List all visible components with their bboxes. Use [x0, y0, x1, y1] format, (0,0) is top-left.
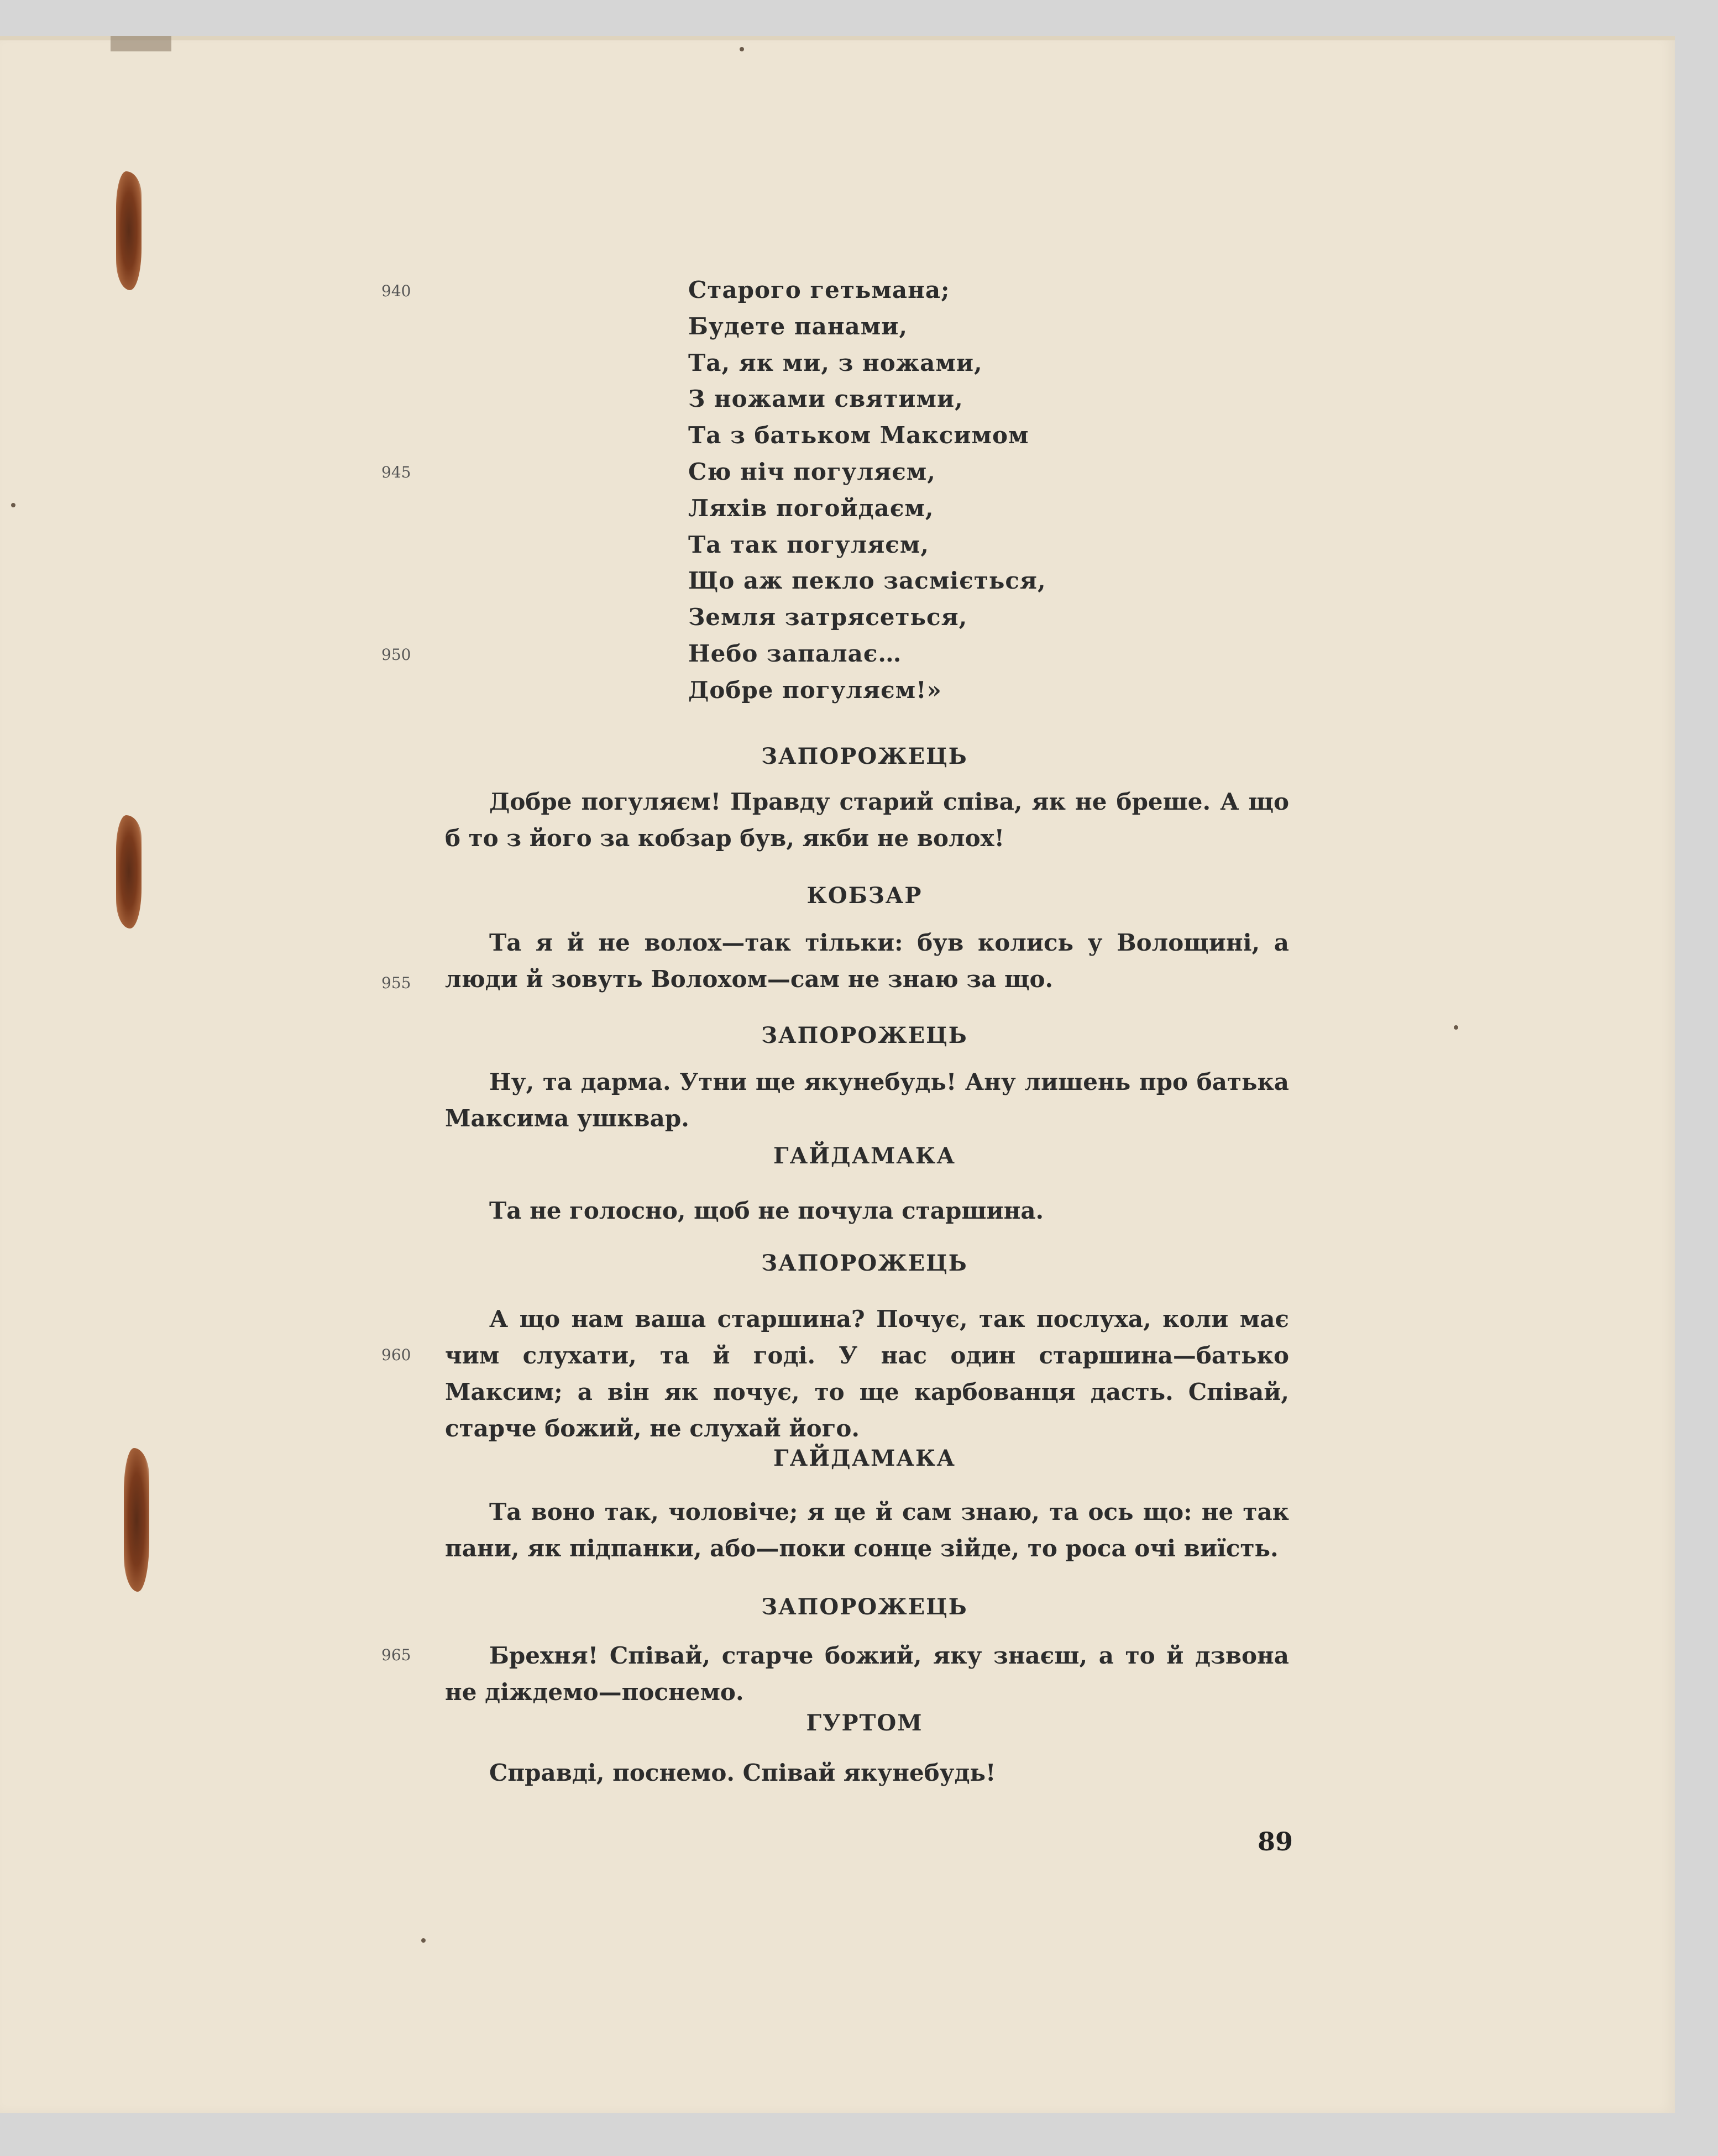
- page-top-edge: [0, 36, 1675, 40]
- dialogue-paragraph: Брехня! Співай, старче божий, яку знаєш, а то й дзвона не діждемо—поснемо.: [445, 1642, 1289, 1706]
- dialogue-paragraph: А що нам ваша старшина? Почує, так послуха, коли має чим слухати, та й годі. У нас один старшина—батько Максим; а він як почує, то ще карбованця дасть. Співай, старче божий, не слухай його.: [445, 1305, 1289, 1442]
- verse-line: Старого гетьмана;: [688, 276, 950, 303]
- binding-tear-mark: [116, 171, 142, 290]
- speaker-heading: КОБЗАР: [806, 883, 923, 909]
- verse-line: З ножами святими,: [688, 385, 963, 413]
- speaker-heading: ГУРТОМ: [806, 1710, 923, 1736]
- verse-line: Що аж пекло засміється,: [688, 567, 1046, 595]
- dialogue-paragraph: Та я й не волох—так тільки: був колись у Волощині, а люди й зовуть Волохом—сам не знаю за що.: [445, 929, 1289, 993]
- verse-line: Добре погуляєм!»: [688, 676, 942, 704]
- verse-line: Небо запалає…: [688, 639, 902, 667]
- page-number: 89: [1258, 1827, 1293, 1856]
- dialogue-paragraph: Справді, поснемо. Співай якунебудь!: [489, 1759, 996, 1786]
- dialogue-paragraph: Та не голосно, щоб не почула старшина.: [489, 1197, 1044, 1224]
- speaker-heading: ГАЙДАМАКА: [773, 1143, 956, 1169]
- line-number: 955: [381, 974, 411, 992]
- page-speck: [740, 47, 744, 51]
- speaker-heading: ЗАПОРОЖЕЦЬ: [761, 1250, 968, 1276]
- verse-line: Сю ніч погуляєм,: [688, 458, 936, 485]
- speaker-heading: ЗАПОРОЖЕЦЬ: [761, 1594, 968, 1620]
- speaker-heading: ГАЙДАМАКА: [773, 1445, 956, 1471]
- line-number: 945: [381, 463, 411, 481]
- speaker-heading: ЗАПОРОЖЕЦЬ: [761, 1022, 968, 1048]
- line-number: 950: [381, 646, 411, 664]
- verse-line: Та з батьком Максимом: [688, 422, 1029, 449]
- verse-line: Та так погуляєм,: [688, 531, 929, 558]
- speaker-heading: ЗАПОРОЖЕЦЬ: [761, 743, 968, 769]
- page-speck: [421, 1938, 426, 1943]
- verse-line: Будете панами,: [688, 312, 908, 340]
- dialogue-paragraph: Добре погуляєм! Правду старий співа, як не бреше. А що б то з його за кобзар був, якби не волох!: [445, 788, 1289, 852]
- verse-line: Та, як ми, з ножами,: [688, 349, 983, 376]
- verse-line: Ляхів погойдаєм,: [688, 494, 934, 522]
- dialogue-paragraph: Ну, та дарма. Утни ще якунебудь! Ану лишень про батька Максима ушквар.: [445, 1068, 1289, 1132]
- verse-block: [688, 272, 1046, 709]
- dialogue-paragraph: Та воно так, чоловіче; я це й сам знаю, та ось що: не так пани, як підпанки, або—поки сонце зійде, то роса очі виїсть.: [445, 1498, 1289, 1562]
- page-edge-mark: [111, 36, 171, 51]
- binding-tear-mark: [116, 815, 142, 929]
- line-number: 940: [381, 282, 411, 300]
- verse-line: Земля затрясеться,: [688, 604, 968, 631]
- line-number: 960: [381, 1346, 411, 1364]
- line-number: 965: [381, 1646, 411, 1664]
- page-speck: [11, 503, 15, 507]
